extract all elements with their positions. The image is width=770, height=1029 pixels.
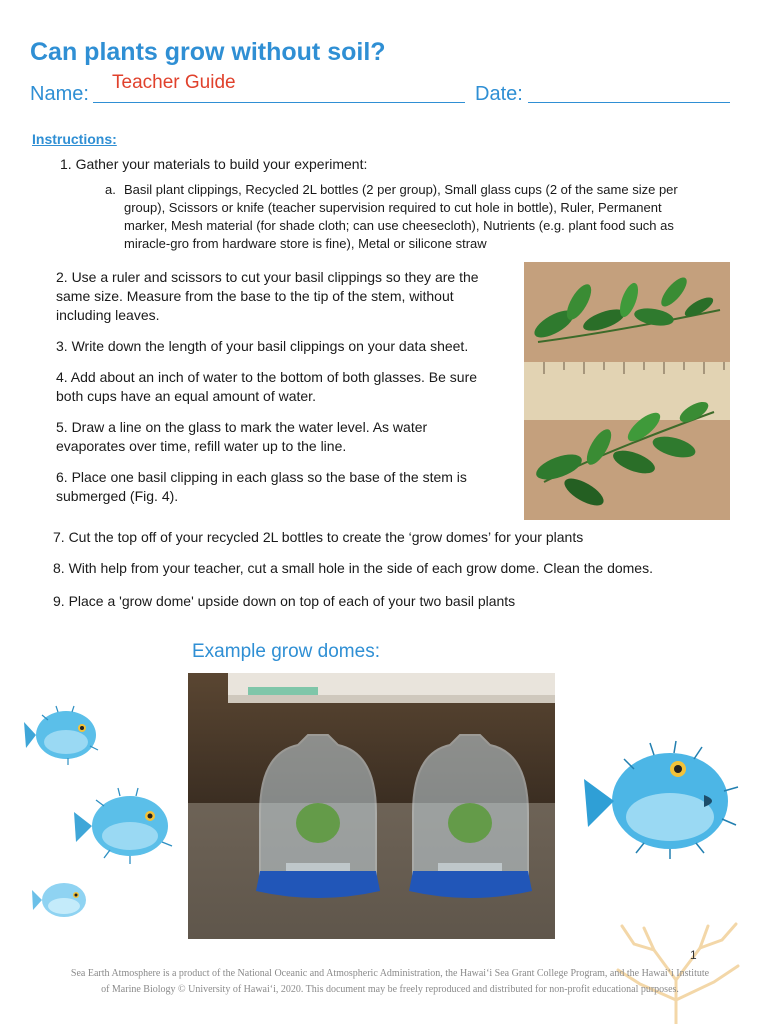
materials-line: miracle-gro from hardware store is fine), Metal or silicone straw xyxy=(124,236,487,251)
pufferfish-icon xyxy=(28,876,94,924)
step-5 xyxy=(56,418,518,456)
step-3: 3. Write down the length of your basil clippings on your data sheet. xyxy=(56,338,469,354)
pufferfish-icon xyxy=(18,700,108,770)
step-4-line: 4. Add about an inch of water to the bottom of both glasses. Be sure xyxy=(56,369,478,385)
footer-line: of Marine Biology © University of Hawaiʻi, 2020. This document may be freely reproduced and distributed for non-profit educational purposes. xyxy=(101,984,679,995)
step-5-line: 5. Draw a line on the glass to mark the water level. As water xyxy=(56,419,428,435)
step-7: 7. Cut the top off of your recycled 2L bottles to create the ‘grow domes’ for your plants xyxy=(53,529,584,545)
basil-clippings-photo xyxy=(524,262,730,520)
grow-domes-photo xyxy=(188,673,555,939)
step-6-line: 6. Place one basil clipping in each glass so the base of the stem is xyxy=(56,469,467,485)
grow-dome-right xyxy=(409,735,532,898)
footer-line: Sea Earth Atmosphere is a product of the National Oceanic and Atmospheric Administration, the Hawaiʻi Sea Grant College Program, and the Hawaiʻi Institute xyxy=(70,968,710,979)
name-label: Name: xyxy=(30,83,89,105)
step-2 xyxy=(56,268,518,325)
materials-line: group), Scissors or knife (teacher supervision required to cut hole in bottle), Ruler, Permanent xyxy=(124,200,662,215)
grow-dome-left xyxy=(256,735,380,898)
materials-line: Basil plant clippings, Recycled 2L bottles (2 per group), Small glass cups (2 of the same size per xyxy=(124,182,678,197)
materials-list xyxy=(124,181,724,253)
step-8: 8. With help from your teacher, cut a small hole in the side of each grow dome. Clean the domes. xyxy=(53,560,653,576)
step-2-line: including leaves. xyxy=(56,307,160,323)
pufferfish-icon xyxy=(574,735,746,863)
step-2-line: 2. Use a ruler and scissors to cut your basil clippings so they are the xyxy=(56,269,479,285)
example-heading: Example grow domes: xyxy=(192,641,380,662)
name-value: Teacher Guide xyxy=(112,72,236,93)
pufferfish-icon xyxy=(64,784,182,868)
page-title: Can plants grow without soil? xyxy=(30,38,386,66)
step-6 xyxy=(56,468,518,506)
step-1a-marker: a. xyxy=(105,182,116,197)
page-number: 1 xyxy=(690,948,697,962)
name-field-line[interactable] xyxy=(93,102,465,103)
instructions-heading: Instructions: xyxy=(32,131,117,147)
date-label: Date: xyxy=(475,83,523,105)
step-4-line: both cups have an equal amount of water. xyxy=(56,388,316,404)
step-4 xyxy=(56,368,518,406)
materials-line: marker, Mesh material (for shade cloth; can use cheesecloth), Nutrients (e.g. plant food such as xyxy=(124,218,674,233)
step-9: 9. Place a 'grow dome' upside down on top of each of your two basil plants xyxy=(53,593,516,609)
step-2-line: same size. Measure from the base to the tip of the stem, without xyxy=(56,288,454,304)
step-5-line: evaporates over time, refill water up to the line. xyxy=(56,438,347,454)
date-field-line[interactable] xyxy=(528,102,730,103)
step-6-line: submerged (Fig. 4). xyxy=(56,488,179,504)
step-1: 1. Gather your materials to build your experiment: xyxy=(60,156,368,172)
footer-credits xyxy=(40,966,740,998)
